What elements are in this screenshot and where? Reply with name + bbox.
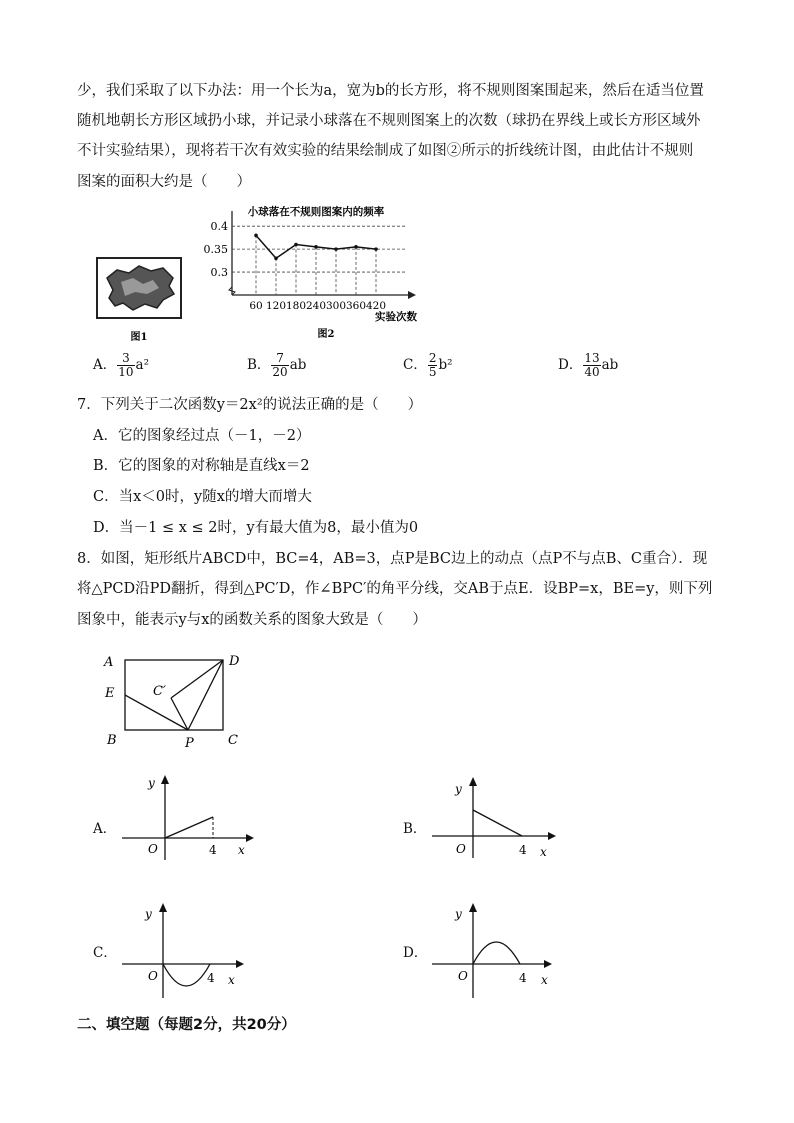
graph-a-curve (165, 817, 213, 838)
chart-x-tick-label: 120 (265, 300, 287, 312)
chart-y-tick-label: 0.4 (210, 220, 228, 234)
q8-line-2: 将△PCD沿PD翻折，得到△PC′D，作∠BPC′的角平分线，交AB于点E．设BP=x，BE=y，则下列 (77, 581, 713, 597)
label-d: D (229, 654, 240, 669)
chart-x-tick-label: 240 (305, 300, 327, 312)
chart-point (254, 234, 258, 238)
q6-line-2: 随机地朝长方形区域扔小球，并记录小球落在不规则图案上的次数（球扔在界线上或长方形区域外 (77, 113, 701, 129)
graph-c-curve (163, 964, 210, 986)
q6-line-1: 少，我们采取了以下办法：用一个长为a，宽为b的长方形，将不规则图案围起来，然后在适当位置 (77, 83, 704, 99)
label-a: A (104, 655, 114, 670)
chart-title: 小球落在不规则图案内的频率 (247, 206, 385, 218)
chart-x-tick-label: 60 (249, 300, 263, 312)
graph-c-origin: O (148, 969, 158, 983)
graph-b-y-label: y (455, 782, 462, 796)
chart-y-tick-label: 0.3 (210, 266, 228, 280)
chart-x-tick-label: 360 (345, 300, 367, 312)
graph-b-tick: 4 (519, 843, 527, 857)
figure-2-chart (198, 203, 428, 343)
graph-a-x-label: x (238, 843, 245, 857)
chart-point (294, 243, 298, 247)
q8-option-a-letter[interactable]: A． (93, 821, 117, 837)
label-p: P (185, 736, 194, 750)
q6-option-c[interactable]: C． $\frac{2}{5}$ b² (403, 351, 453, 379)
chart-point (334, 247, 338, 251)
figure-1-caption: 图1 (130, 332, 148, 343)
q8-option-b-letter[interactable]: B． (403, 821, 427, 837)
q6-option-b[interactable]: B． $\frac{7}{20}$ ab (247, 351, 307, 379)
q8-rectangle-figure (98, 650, 258, 750)
graph-b-curve (473, 810, 522, 836)
q8-graph-a[interactable] (120, 772, 260, 862)
figure-2-caption: 图2 (317, 329, 335, 340)
graph-d-origin: O (458, 969, 468, 983)
q7-stem: 7．下列关于二次函数y＝2x²的说法正确的是（ ） (77, 397, 423, 413)
q6-line-4: 图案的面积大约是（ ） (77, 174, 251, 190)
label-c: C (228, 733, 238, 748)
label-e: E (105, 686, 115, 701)
graph-a-tick: 4 (209, 843, 217, 857)
label-c-prime: C′ (153, 684, 166, 699)
graph-d-tick: 4 (519, 971, 527, 985)
chart-x-tick-label: 420 (365, 300, 387, 312)
q8-graph-c[interactable] (120, 900, 260, 1000)
segment-c-prime-d (171, 660, 223, 698)
q7-option-d[interactable]: D．当－1 ≤ x ≤ 2时，y有最大值为8，最小值为0 (93, 520, 419, 536)
graph-c-y-label: y (145, 907, 152, 921)
q6-option-a[interactable]: A． $\frac{3}{10}$ a² (93, 351, 149, 379)
segment-pd (188, 660, 223, 730)
graph-d-x-label: x (541, 973, 548, 987)
chart-x-label: 实验次数 (375, 311, 417, 323)
chart-x-tick-label: 300 (325, 300, 347, 312)
chart-y-tick-label: 0.35 (203, 243, 228, 257)
graph-d-y-label: y (455, 907, 462, 921)
q7-option-c[interactable]: C．当x＜0时，y随x的增大而增大 (93, 489, 312, 505)
q8-graph-b[interactable] (430, 772, 570, 862)
graph-c-tick: 4 (207, 971, 215, 985)
chart-x-tick-label: 180 (285, 300, 307, 312)
graph-a-y-label: y (148, 776, 155, 790)
graph-b-origin: O (456, 842, 466, 856)
q6-option-d[interactable]: D． $\frac{13}{40}$ ab (558, 351, 619, 379)
q7-option-b[interactable]: B．它的图象的对称轴是直线x＝2 (93, 458, 310, 474)
q6-line-3: 不计实验结果），现将若干次有效实验的结果绘制成了如图②所示的折线统计图，由此估计不规则 (77, 143, 694, 159)
graph-a-origin: O (148, 842, 158, 856)
chart-point (314, 245, 318, 249)
q8-option-c-letter[interactable]: C． (93, 945, 117, 961)
label-b: B (107, 733, 117, 748)
figure-1 (93, 256, 188, 344)
graph-d-curve (473, 942, 520, 964)
graph-c-x-label: x (228, 973, 235, 987)
chart-point (274, 256, 278, 260)
graph-b-x-label: x (540, 845, 547, 859)
q8-option-d-letter[interactable]: D． (403, 945, 428, 961)
chart-x-arrow (408, 291, 416, 299)
chart-point (354, 245, 358, 249)
q8-line-3: 图象中，能表示y与x的函数关系的图象大致是（ ） (77, 612, 427, 628)
q8-line-1: 8．如图，矩形纸片ABCD中，BC=4，AB=3，点P是BC边上的动点（点P不与点B、C重合）．现 (77, 551, 708, 567)
section-2-heading: 二、填空题（每题2分，共20分） (77, 1017, 296, 1033)
q8-graph-d[interactable] (430, 900, 570, 1000)
q7-option-a[interactable]: A．它的图象经过点（－1，－2） (93, 428, 311, 444)
chart-point (374, 247, 378, 251)
